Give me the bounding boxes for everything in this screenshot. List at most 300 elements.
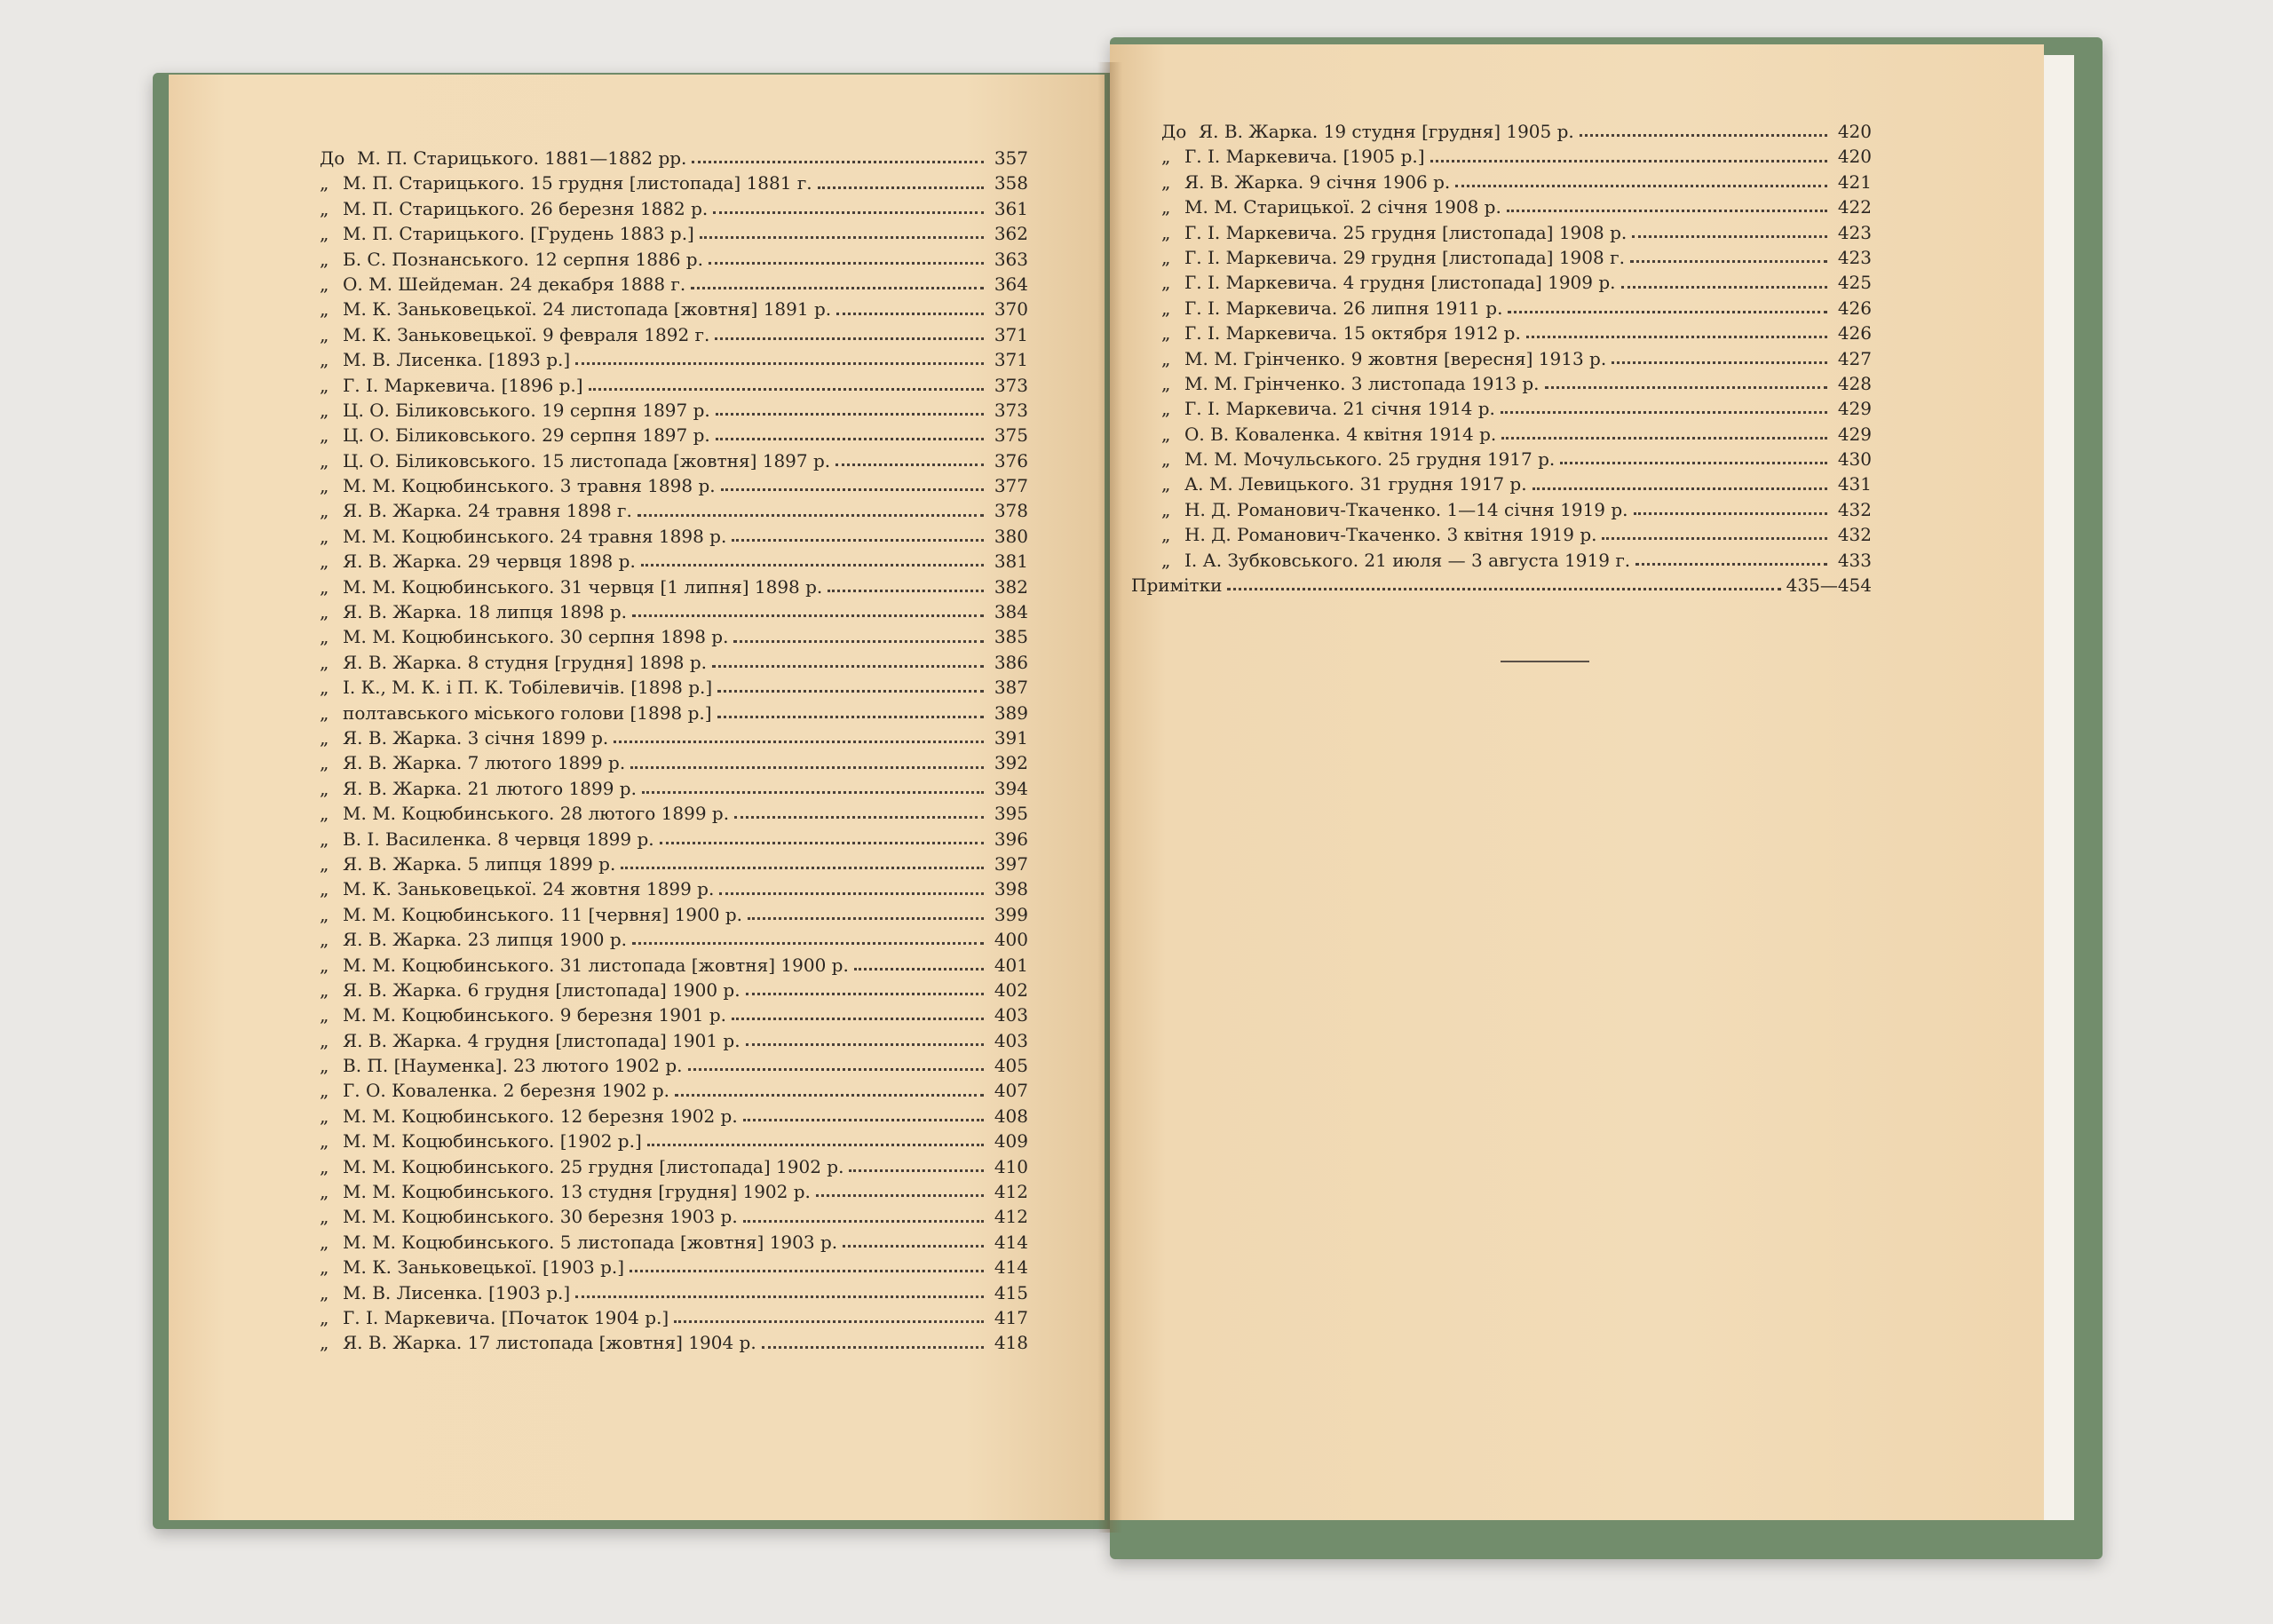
toc-entry xyxy=(320,927,1028,952)
toc-entry-leader-dots xyxy=(762,1345,984,1349)
toc-entry-lead: „ xyxy=(320,349,329,371)
toc-entry-page: 420 xyxy=(1837,146,1872,168)
toc-entry-page: 412 xyxy=(994,1181,1028,1203)
toc-entry-lead: „ xyxy=(320,298,329,321)
toc-entry-title: Г. І. Маркевича. 25 грудня [листопада] 1908 р. xyxy=(1184,221,1628,243)
toc-entry-lead: „ xyxy=(1161,196,1171,218)
toc-entry-title: Я. В. Жарка. 8 студня [грудня] 1898 р. xyxy=(343,651,708,673)
toc-entry-page: 415 xyxy=(994,1281,1028,1303)
toc-entry-lead: „ xyxy=(1161,272,1171,294)
toc-entry-leader-dots xyxy=(614,740,984,743)
toc-entry-title: І. А. Зубковського. 21 июля — 3 августа 1919 г. xyxy=(1184,549,1631,571)
toc-entry-page: 407 xyxy=(994,1080,1028,1102)
toc-entry-title: В. П. [Науменка]. 23 лютого 1902 р. xyxy=(343,1055,683,1077)
toc-entry-page: 371 xyxy=(994,349,1028,371)
toc-entry-leader-dots xyxy=(674,1319,984,1323)
toc-entry xyxy=(320,827,1028,852)
toc-entry-page: 373 xyxy=(994,399,1028,421)
toc-entry-title: М. В. Лисенка. [1903 р.] xyxy=(343,1281,571,1303)
toc-entry-leader-dots xyxy=(746,1042,984,1046)
toc-entry-lead: „ xyxy=(1161,170,1171,193)
toc-entry-title: М. П. Старицького. 15 грудня [листопада] 1881 г. xyxy=(343,172,812,194)
toc-entry xyxy=(320,423,1028,448)
toc-entry xyxy=(320,272,1028,297)
toc-entry-lead: „ xyxy=(1161,322,1171,345)
toc-entry-lead: „ xyxy=(320,374,329,396)
toc-entry-title: Г. І. Маркевича. [Початок 1904 р.] xyxy=(343,1306,669,1328)
toc-entry-page: 412 xyxy=(994,1206,1028,1228)
toc-entry xyxy=(320,953,1028,978)
toc-entry-page: 357 xyxy=(994,147,1028,169)
toc-entry-page: 428 xyxy=(1837,372,1872,394)
toc-entry-title: М. П. Старицького. 1881—1882 рр. xyxy=(357,147,687,169)
toc-entry-lead: „ xyxy=(320,424,329,447)
toc-entry-leader-dots xyxy=(1508,310,1827,313)
toc-entry-title: Г. О. Коваленка. 2 березня 1902 р. xyxy=(343,1080,670,1102)
toc-entry-title: Б. С. Познанського. 12 серпня 1886 р. xyxy=(343,248,703,270)
toc-entry-lead: „ xyxy=(320,929,329,951)
toc-entry-title: М. К. Заньковецької. 24 листопада [жовтня] 1891 р. xyxy=(343,298,832,321)
toc-entry-lead: „ xyxy=(1161,221,1171,243)
toc-entry-leader-dots xyxy=(1632,234,1827,238)
toc-entry xyxy=(1161,194,1872,219)
toc-entry-lead: „ xyxy=(1161,398,1171,420)
toc-entry-leader-dots xyxy=(621,866,984,869)
toc-entry-lead: „ xyxy=(320,852,329,875)
toc-entry xyxy=(320,750,1028,775)
toc-entry-title: М. В. Лисенка. [1893 р.] xyxy=(343,349,571,371)
toc-entry-page: 394 xyxy=(994,777,1028,799)
toc-entry-title: М. М. Коцюбинського. 31 листопада [жовтня] 1900 р. xyxy=(343,954,849,976)
toc-entry-leader-dots xyxy=(709,261,984,265)
toc-entry-lead: „ xyxy=(320,449,329,471)
toc-entry-page: 426 xyxy=(1837,322,1872,345)
toc-entry-leader-dots xyxy=(715,337,984,340)
toc-entry xyxy=(1161,321,1872,345)
toc-entry-page: 405 xyxy=(994,1055,1028,1077)
toc-entry-page: 376 xyxy=(994,449,1028,471)
toc-entry-leader-dots xyxy=(1501,436,1827,440)
toc-entry-title: М. М. Грінченко. 3 листопада 1913 р. xyxy=(1184,372,1540,394)
toc-entry-title: Я. В. Жарка. 9 січня 1906 р. xyxy=(1184,170,1451,193)
toc-entry-title: М. П. Старицького. 26 березня 1882 р. xyxy=(343,197,709,219)
toc-entry xyxy=(1161,119,1872,144)
toc-entry xyxy=(320,1154,1028,1179)
toc-entry-page: 378 xyxy=(994,500,1028,522)
toc-entry xyxy=(320,624,1028,649)
toc-entry-page: 370 xyxy=(994,298,1028,321)
toc-entry-lead: „ xyxy=(320,248,329,270)
toc-entry-page: 391 xyxy=(994,726,1028,749)
toc-entry-lead: „ xyxy=(320,651,329,673)
toc-entry-title: М. М. Старицької. 2 січня 1908 р. xyxy=(1184,196,1501,218)
toc-entry-leader-dots xyxy=(716,437,984,440)
toc-entry-page: 389 xyxy=(994,701,1028,724)
toc-entry-title: О. В. Коваленка. 4 квітня 1914 р. xyxy=(1184,423,1497,445)
toc-entry-title: М. П. Старицького. [Грудень 1883 р.] xyxy=(343,223,694,245)
toc-entry xyxy=(320,650,1028,675)
toc-entry-lead: „ xyxy=(320,1105,329,1127)
book-gutter xyxy=(1097,62,1122,1533)
toc-entry-title: М. М. Мочульського. 25 грудня 1917 р. xyxy=(1184,448,1556,471)
toc-entry-lead: „ xyxy=(320,1055,329,1077)
toc-entry-leader-dots xyxy=(748,916,984,920)
end-rule xyxy=(1501,661,1589,662)
toc-entry xyxy=(1161,396,1872,421)
toc-entry-page: 399 xyxy=(994,903,1028,925)
toc-entry xyxy=(320,852,1028,876)
toc-entry-leader-dots xyxy=(719,891,984,895)
toc-entry-page: 429 xyxy=(1837,398,1872,420)
toc-entry-title: А. М. Левицького. 31 грудня 1917 р. xyxy=(1184,473,1527,495)
toc-entry-title: Я. В. Жарка. 6 грудня [листопада] 1900 р. xyxy=(343,978,741,1001)
toc-entry-leader-dots xyxy=(732,1017,984,1020)
toc-entry-leader-dots xyxy=(1227,587,1780,590)
toc-entry-leader-dots xyxy=(828,589,984,592)
toc-entry-title: Г. І. Маркевича. 4 грудня [листопада] 1909 р. xyxy=(1184,272,1616,294)
toc-entry-page: 401 xyxy=(994,954,1028,976)
toc-entry-leader-dots xyxy=(734,815,984,819)
toc-entry-title: М. М. Коцюбинського. 13 студня [грудня] 1902 р. xyxy=(343,1181,811,1203)
toc-entry-lead: „ xyxy=(320,726,329,749)
toc-entry-lead: „ xyxy=(320,978,329,1001)
toc-entry-leader-dots xyxy=(642,790,984,794)
toc-entry-lead: „ xyxy=(320,803,329,825)
toc-entry-leader-dots xyxy=(691,286,984,289)
toc-entry xyxy=(320,1129,1028,1153)
toc-entry-page: 381 xyxy=(994,551,1028,573)
toc-entry-title: М. М. Коцюбинського. 9 березня 1901 р. xyxy=(343,1004,726,1026)
toc-entry-leader-dots xyxy=(1621,285,1827,289)
toc-entry-lead: „ xyxy=(320,172,329,194)
toc-entry-leader-dots xyxy=(575,361,984,365)
toc-entry-lead: „ xyxy=(320,752,329,774)
toc-entry xyxy=(320,725,1028,750)
toc-entry-leader-dots xyxy=(630,1269,984,1272)
toc-entry xyxy=(320,1053,1028,1078)
toc-entry-lead: До xyxy=(320,147,345,169)
toc-entry-leader-dots xyxy=(836,463,984,466)
toc-entry-title: Я. В. Жарка. 21 лютого 1899 р. xyxy=(343,777,637,799)
toc-entry xyxy=(320,1028,1028,1053)
toc-entry-page: 400 xyxy=(994,929,1028,951)
toc-entry xyxy=(1161,497,1872,522)
toc-entry xyxy=(320,776,1028,801)
toc-entry-lead: „ xyxy=(1161,423,1171,445)
toc-entry xyxy=(1161,245,1872,270)
toc-entry-lead: „ xyxy=(320,1332,329,1354)
toc-entry-page: 402 xyxy=(994,978,1028,1001)
left-page xyxy=(169,75,1105,1520)
toc-entry-leader-dots xyxy=(1602,536,1827,540)
toc-entry xyxy=(320,247,1028,272)
toc-notes-page: 435—454 xyxy=(1786,574,1872,597)
toc-entry-leader-dots xyxy=(1560,461,1827,464)
toc-entry-lead: „ xyxy=(1161,372,1171,394)
toc-entry-leader-dots xyxy=(575,1295,984,1298)
toc-entry-title: полтавського міського голови [1898 р.] xyxy=(343,701,712,724)
toc-entry-lead: „ xyxy=(320,525,329,547)
toc-entry-title: Г. І. Маркевича. 15 октября 1912 р. xyxy=(1184,322,1521,345)
toc-entry-title: М. М. Коцюбинського. 12 березня 1902 р. xyxy=(343,1105,738,1127)
toc-entry-leader-dots xyxy=(1545,385,1828,389)
toc-entry-leader-dots xyxy=(1430,159,1827,162)
toc-entry-lead: „ xyxy=(320,475,329,497)
toc-entry-leader-dots xyxy=(746,992,984,995)
toc-entry xyxy=(1161,270,1872,295)
toc-entry-lead: „ xyxy=(320,1080,329,1102)
toc-entry-title: М. К. Заньковецької. 9 февраля 1892 г. xyxy=(343,323,710,345)
toc-entry-lead: „ xyxy=(320,701,329,724)
toc-entry-lead: „ xyxy=(320,601,329,623)
toc-entry-page: 397 xyxy=(994,852,1028,875)
toc-entry-page: 361 xyxy=(994,197,1028,219)
toc-entry xyxy=(1161,471,1872,496)
toc-entry-title: Г. І. Маркевича. [1905 р.] xyxy=(1184,146,1425,168)
toc-entry xyxy=(320,902,1028,927)
toc-entry xyxy=(320,1179,1028,1204)
toc-entry-title: Я. В. Жарка. 29 червця 1898 р. xyxy=(343,551,636,573)
toc-entry-lead: „ xyxy=(320,626,329,648)
toc-entry-leader-dots xyxy=(1455,184,1827,187)
toc-entry-leader-dots xyxy=(743,1219,984,1223)
toc-entry-leader-dots xyxy=(818,186,984,189)
toc-entry-page: 403 xyxy=(994,1004,1028,1026)
toc-entry-page: 403 xyxy=(994,1029,1028,1051)
toc-entry xyxy=(1161,296,1872,321)
toc-entry-lead: „ xyxy=(320,223,329,245)
toc-entry-title: Н. Д. Романович-Ткаченко. 1—14 січня 1919 р. xyxy=(1184,498,1628,520)
toc-entry-page: 364 xyxy=(994,273,1028,295)
toc-entry-page: 396 xyxy=(994,828,1028,850)
toc-entry xyxy=(320,801,1028,826)
toc-entry-leader-dots xyxy=(675,1093,984,1097)
toc-entry-leader-dots xyxy=(688,1067,985,1071)
toc-entry-lead: „ xyxy=(320,273,329,295)
toc-entry-page: 385 xyxy=(994,626,1028,648)
toc-entry-lead: „ xyxy=(320,1206,329,1228)
toc-entry-title: Я. В. Жарка. 17 листопада [жовтня] 1904 р. xyxy=(343,1332,756,1354)
toc-entry-page: 425 xyxy=(1837,272,1872,294)
toc-entry-title: Я. В. Жарка. 23 липця 1900 р. xyxy=(343,929,628,951)
toc-entry-leader-dots xyxy=(589,387,984,391)
toc-entry xyxy=(320,599,1028,624)
toc-entry-leader-dots xyxy=(1501,410,1827,414)
toc-entry xyxy=(320,170,1028,195)
toc-entry-page: 423 xyxy=(1837,221,1872,243)
toc-entry-title: М. М. Коцюбинського. 24 травня 1898 р. xyxy=(343,525,727,547)
toc-entry-title: М. М. Коцюбинського. 31 червця [1 липня] 1898 р. xyxy=(343,575,823,598)
toc-entry-page: 384 xyxy=(994,601,1028,623)
toc-entry-page: 417 xyxy=(994,1306,1028,1328)
toc-entry-leader-dots xyxy=(836,312,984,315)
toc-entry-title: О. М. Шейдеман. 24 декабря 1888 г. xyxy=(343,273,686,295)
toc-entry xyxy=(320,549,1028,574)
toc-entry xyxy=(320,448,1028,473)
toc-entry-page: 358 xyxy=(994,172,1028,194)
toc-entry-page: 382 xyxy=(994,575,1028,598)
toc-entry-lead: „ xyxy=(320,1155,329,1177)
toc-entry-lead: „ xyxy=(320,551,329,573)
toc-entry-leader-dots xyxy=(647,1143,984,1146)
toc-entry-page: 380 xyxy=(994,525,1028,547)
toc-entry-page: 408 xyxy=(994,1105,1028,1127)
toc-entry-leader-dots xyxy=(700,235,984,239)
toc-entry-title: Я. В. Жарка. 7 лютого 1899 р. xyxy=(343,752,626,774)
toc-entry-page: 395 xyxy=(994,803,1028,825)
toc-entry-leader-dots xyxy=(1612,360,1827,364)
toc-entry xyxy=(1161,371,1872,396)
toc-list-right xyxy=(1131,119,1872,598)
toc-entry xyxy=(320,196,1028,221)
toc-entry-leader-dots xyxy=(717,715,984,718)
toc-entry-lead: „ xyxy=(320,1281,329,1303)
toc-entry-page: 375 xyxy=(994,424,1028,447)
toc-entry-lead: „ xyxy=(1161,473,1171,495)
toc-entry xyxy=(320,398,1028,423)
toc-entry-title: М. К. Заньковецької. 24 жовтня 1899 р. xyxy=(343,878,715,900)
toc-entry-page: 432 xyxy=(1837,524,1872,546)
toc-entry-title: Ц. О. Біликовського. 15 листопада [жовтня] 1897 р. xyxy=(343,449,831,471)
toc-entry-page: 418 xyxy=(994,1332,1028,1354)
toc-entry-lead: „ xyxy=(320,954,329,976)
toc-entry xyxy=(1161,346,1872,371)
toc-entry-leader-dots xyxy=(1634,511,1827,515)
toc-entry-title: Ц. О. Біликовського. 19 серпня 1897 р. xyxy=(343,399,710,421)
toc-entry-lead: „ xyxy=(320,500,329,522)
toc-entry xyxy=(320,1280,1028,1305)
toc-entry-lead: „ xyxy=(1161,246,1171,268)
toc-entry-page: 362 xyxy=(994,223,1028,245)
toc-entry-leader-dots xyxy=(632,614,984,617)
toc-entry xyxy=(320,1204,1028,1229)
toc-entry xyxy=(1161,548,1872,573)
toc-entry-leader-dots xyxy=(641,563,984,566)
toc-entry-leader-dots xyxy=(733,639,984,643)
toc-entry xyxy=(320,1078,1028,1103)
toc-entry-lead: „ xyxy=(320,903,329,925)
toc-entry xyxy=(320,1255,1028,1279)
toc-entry-lead: „ xyxy=(1161,448,1171,471)
toc-entry-page: 423 xyxy=(1837,246,1872,268)
toc-entry xyxy=(320,876,1028,901)
toc-entry-lead: „ xyxy=(320,677,329,699)
toc-entry-leader-dots xyxy=(1526,335,1827,338)
toc-entry xyxy=(1161,144,1872,169)
toc-entry-lead: „ xyxy=(320,878,329,900)
toc-entry-page: 427 xyxy=(1837,347,1872,369)
toc-entry-lead: „ xyxy=(320,1306,329,1328)
toc-entry xyxy=(1161,422,1872,447)
toc-entry-leader-dots xyxy=(712,664,984,668)
toc-entry-title: Я. В. Жарка. 18 липця 1898 р. xyxy=(343,601,628,623)
right-page xyxy=(1110,44,2044,1520)
toc-entry xyxy=(320,1104,1028,1129)
toc-entry-lead: „ xyxy=(320,575,329,598)
toc-entry xyxy=(320,1305,1028,1330)
toc-notes-entry xyxy=(1131,573,1872,598)
toc-entry-leader-dots xyxy=(721,487,984,491)
toc-entry-page: 410 xyxy=(994,1155,1028,1177)
toc-entry-title: М. М. Коцюбинського. 11 [червня] 1900 р. xyxy=(343,903,742,925)
toc-entry-lead: „ xyxy=(320,1231,329,1253)
toc-entry-page: 387 xyxy=(994,677,1028,699)
toc-entry-leader-dots xyxy=(1532,487,1827,490)
toc-entry xyxy=(320,221,1028,246)
toc-entry-leader-dots xyxy=(732,538,984,542)
toc-entry-title: М. М. Коцюбинського. 30 березня 1903 р. xyxy=(343,1206,738,1228)
toc-entry-leader-dots xyxy=(717,689,984,693)
toc-entry-title: Г. І. Маркевича. 29 грудня [листопада] 1908 г. xyxy=(1184,246,1625,268)
toc-entry xyxy=(320,701,1028,725)
toc-entry-page: 431 xyxy=(1837,473,1872,495)
toc-entry-leader-dots xyxy=(638,513,984,517)
toc-entry-title: М. М. Коцюбинського. 30 серпня 1898 р. xyxy=(343,626,729,648)
toc-entry-title: М. М. Коцюбинського. 25 грудня [листопада] 1902 р. xyxy=(343,1155,844,1177)
toc-entry-lead: „ xyxy=(320,399,329,421)
toc-entry-page: 398 xyxy=(994,878,1028,900)
toc-entry-title: М. М. Коцюбинського. [1902 р.] xyxy=(343,1130,642,1153)
toc-entry-page: 414 xyxy=(994,1256,1028,1279)
toc-entry-page: 433 xyxy=(1837,549,1872,571)
toc-entry-leader-dots xyxy=(1580,133,1827,137)
toc-entry xyxy=(320,498,1028,523)
toc-entry-page: 363 xyxy=(994,248,1028,270)
toc-entry-title: М. К. Заньковецької. [1903 р.] xyxy=(343,1256,625,1279)
toc-entry-leader-dots xyxy=(1507,209,1827,212)
toc-entry xyxy=(320,1002,1028,1027)
toc-entry xyxy=(320,574,1028,599)
toc-entry-title: М. М. Грінченко. 9 жовтня [вересня] 1913 р. xyxy=(1184,347,1607,369)
toc-entry xyxy=(320,297,1028,321)
toc-entry-page: 371 xyxy=(994,323,1028,345)
toc-entry-title: М. М. Коцюбинського. 3 травня 1898 р. xyxy=(343,475,716,497)
toc-entry-title: М. М. Коцюбинського. 28 лютого 1899 р. xyxy=(343,803,730,825)
toc-entry-leader-dots xyxy=(849,1168,984,1172)
toc-entry xyxy=(320,373,1028,398)
toc-entry xyxy=(1161,220,1872,245)
toc-entry-lead: „ xyxy=(320,197,329,219)
toc-entry-title: Г. І. Маркевича. [1896 р.] xyxy=(343,374,583,396)
toc-entry-title: Я. В. Жарка. 5 липця 1899 р. xyxy=(343,852,616,875)
toc-entry xyxy=(320,1230,1028,1255)
toc-entry-leader-dots xyxy=(743,1118,984,1121)
toc-entry xyxy=(320,978,1028,1002)
toc-entry xyxy=(320,524,1028,549)
toc-entry-lead: „ xyxy=(320,1004,329,1026)
toc-entry xyxy=(320,347,1028,372)
toc-notes-title: Примітки xyxy=(1131,574,1223,597)
toc-entry-page: 373 xyxy=(994,374,1028,396)
toc-entry xyxy=(320,1330,1028,1355)
toc-entry-leader-dots xyxy=(1635,562,1827,566)
toc-list-left xyxy=(320,146,1028,1356)
toc-entry-lead: „ xyxy=(320,1256,329,1279)
toc-entry-page: 426 xyxy=(1837,297,1872,319)
toc-entry xyxy=(320,675,1028,700)
toc-entry-page: 392 xyxy=(994,752,1028,774)
toc-entry-title: М. М. Коцюбинського. 5 листопада [жовтня] 1903 р. xyxy=(343,1231,838,1253)
toc-entry-lead: „ xyxy=(1161,347,1171,369)
toc-entry-title: Г. І. Маркевича. 21 січня 1914 р. xyxy=(1184,398,1495,420)
toc-entry-lead: „ xyxy=(320,323,329,345)
toc-entry-leader-dots xyxy=(632,941,984,945)
toc-entry-lead: До xyxy=(1161,121,1187,142)
toc-entry xyxy=(1161,170,1872,194)
toc-entry-title: Я. В. Жарка. 4 грудня [листопада] 1901 р. xyxy=(343,1029,741,1051)
toc-entry-leader-dots xyxy=(1630,259,1827,263)
toc-entry-title: В. І. Василенка. 8 червця 1899 р. xyxy=(343,828,654,850)
